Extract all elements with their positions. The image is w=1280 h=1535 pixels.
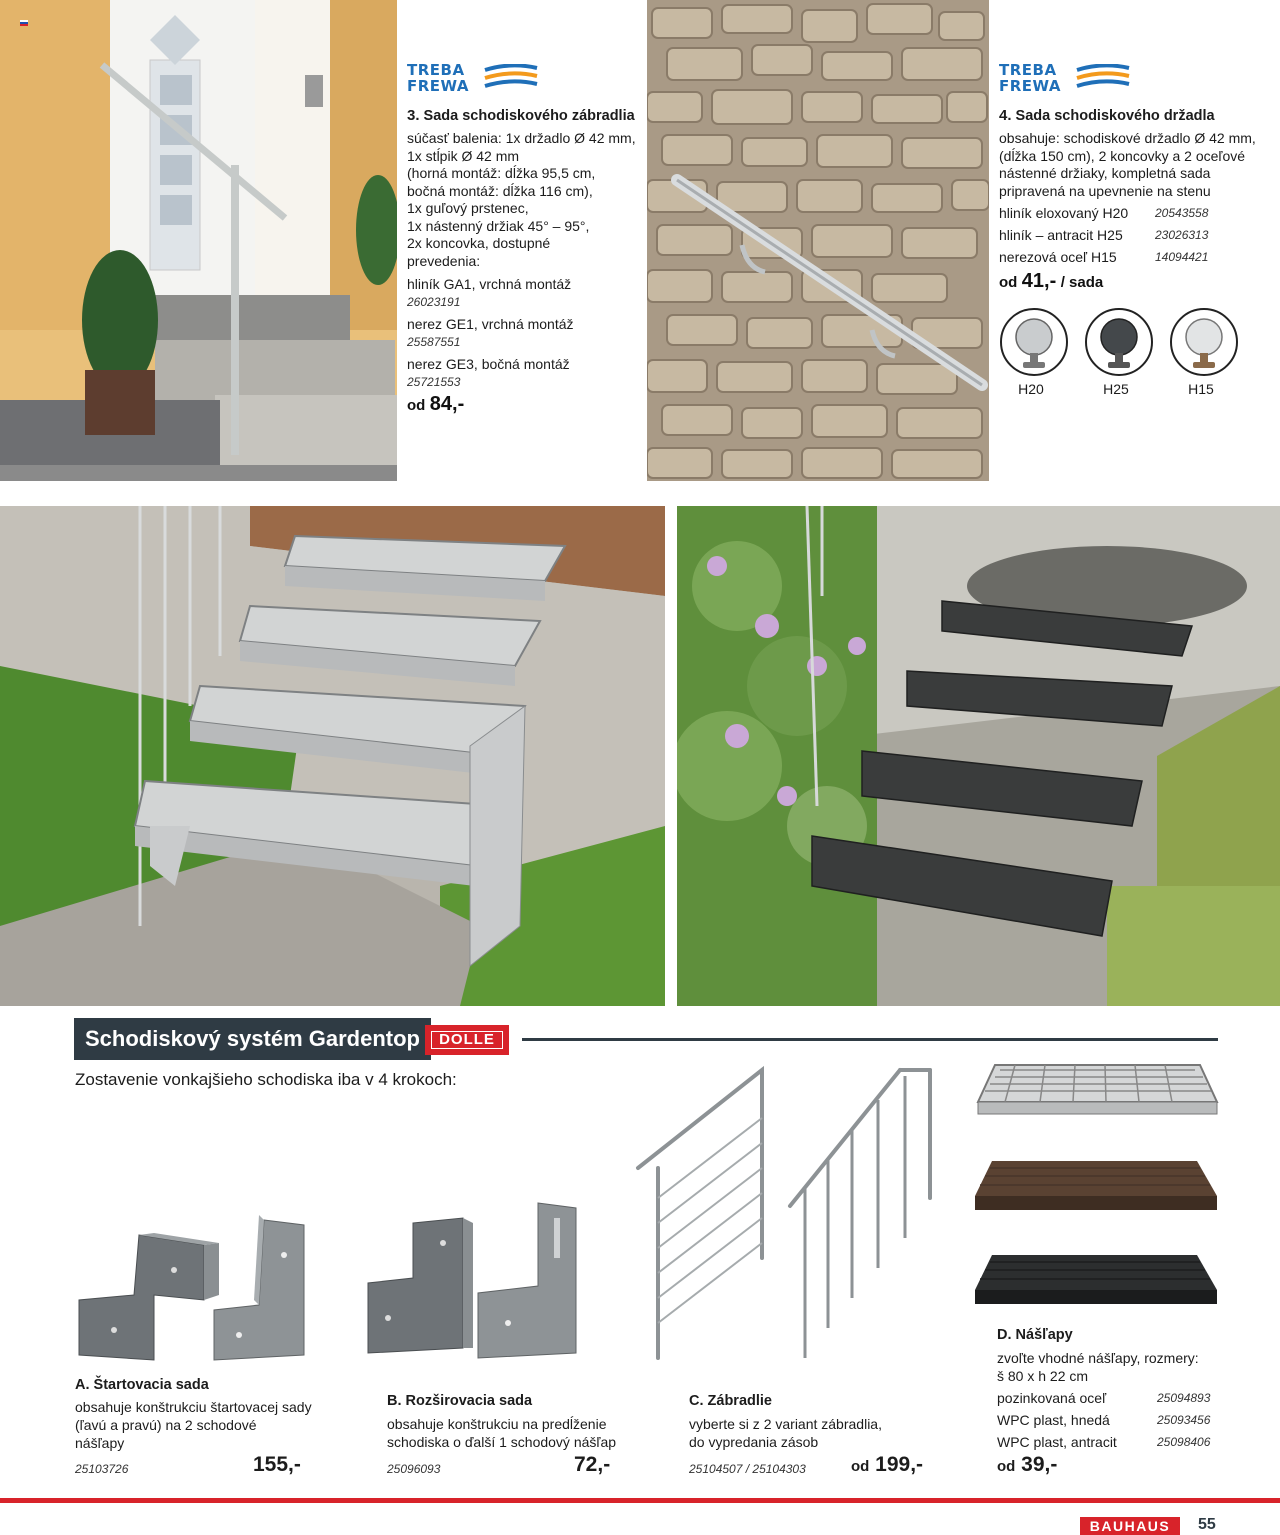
price-prefix: od bbox=[407, 397, 426, 414]
photo-galvanized-stairs bbox=[0, 506, 665, 1006]
product-3-title bbox=[407, 107, 635, 124]
variant-code: 25098406 bbox=[1157, 1435, 1211, 1449]
variant-code: 25093456 bbox=[1157, 1413, 1211, 1427]
desc-line: zvoľte vhodné nášľapy, rozmery: bbox=[997, 1350, 1199, 1366]
desc-line: obsahuje: schodiskové držadlo Ø 42 mm, bbox=[999, 130, 1256, 146]
desc-line: (ľavú a pravú) na 2 schodové bbox=[75, 1417, 257, 1433]
item-d-description bbox=[997, 1349, 1199, 1385]
product-3-number: 3. bbox=[407, 107, 420, 124]
desc-line: š 80 x h 22 cm bbox=[997, 1368, 1089, 1384]
item-a-price: 155,- bbox=[253, 1453, 301, 1476]
dolle-logo-text: DOLLE bbox=[431, 1031, 503, 1049]
desc-line: 1x stĺpik Ø 42 mm bbox=[407, 147, 520, 164]
product-3-title-text: Sada schodiskového zábradlia bbox=[423, 108, 635, 124]
profile-label-h20: H20 bbox=[1018, 381, 1044, 397]
page-number: 55 bbox=[1198, 1516, 1216, 1533]
item-letter: A. bbox=[75, 1377, 90, 1393]
variant-code: 14094421 bbox=[1155, 250, 1209, 264]
desc-line: 2x koncovka, dostupné bbox=[407, 235, 551, 251]
desc-line: obsahuje konštrukciu na predĺženie bbox=[387, 1416, 607, 1432]
variant-code: 23026313 bbox=[1155, 228, 1209, 242]
logo-line-1: TREBA bbox=[407, 61, 465, 79]
item-b-price: 72,- bbox=[574, 1453, 611, 1476]
bauhaus-logo-icon: BAUHAUS bbox=[1080, 1517, 1180, 1535]
price-suffix: / sada bbox=[1060, 274, 1104, 291]
desc-line: nástenné držiaky, kompletná sada bbox=[999, 165, 1211, 181]
variant-code: 25094893 bbox=[1157, 1391, 1211, 1405]
desc-line: súčasť balenia: 1x držadlo Ø 42 mm, bbox=[407, 130, 636, 146]
item-b-title bbox=[387, 1393, 532, 1409]
item-a-code: 25103726 bbox=[75, 1462, 129, 1476]
item-d-variant-row bbox=[997, 1409, 1210, 1431]
product-3-variants bbox=[407, 276, 574, 391]
handrail-profile-icon bbox=[1169, 307, 1239, 377]
item-letter: D. bbox=[997, 1327, 1012, 1343]
variant-name: WPC plast, antracit bbox=[997, 1434, 1117, 1450]
desc-line: vyberte si z 2 variant zábradlia, bbox=[689, 1416, 882, 1432]
desc-line: (dĺžka 150 cm), 2 koncovky a 2 oceľové bbox=[999, 147, 1246, 164]
handrail-profile-icon bbox=[1084, 307, 1154, 377]
desc-line: schodiska o ďalší 1 schodový nášľap bbox=[387, 1434, 617, 1450]
item-d-title bbox=[997, 1327, 1073, 1343]
logo-swoosh-icon bbox=[1075, 64, 1131, 94]
variant-name: hliník eloxovaný H20 bbox=[999, 205, 1129, 221]
photo-wall-handrail bbox=[647, 0, 989, 481]
price-value: 199,- bbox=[875, 1453, 924, 1476]
item-c-title bbox=[689, 1393, 772, 1409]
photo-entrance-railing bbox=[0, 0, 397, 481]
desc-line: 1x guľový prstenec, bbox=[407, 200, 529, 216]
product-4-description bbox=[999, 130, 1256, 200]
variant-name: hliník – antracit H25 bbox=[999, 227, 1123, 243]
product-4-number: 4. bbox=[999, 107, 1012, 124]
logo-line-2: FREWA bbox=[407, 77, 470, 95]
item-title-text: Štartovacia sada bbox=[93, 1377, 209, 1393]
photo-wpc-stairs bbox=[677, 506, 1280, 1006]
variant-name: hliník GA1, vrchná montáž bbox=[407, 276, 572, 292]
flag-icon bbox=[20, 20, 28, 26]
item-a-description bbox=[75, 1398, 312, 1452]
product-4-variant-row bbox=[999, 246, 1208, 268]
product-4-price bbox=[999, 270, 1103, 293]
item-d-price bbox=[997, 1453, 1057, 1477]
desc-line: do vypredania zásob bbox=[689, 1434, 819, 1450]
item-letter: C. bbox=[689, 1393, 704, 1409]
item-d-variant-row bbox=[997, 1431, 1210, 1453]
item-a-title bbox=[75, 1377, 209, 1393]
price-value: 41,- bbox=[1021, 270, 1057, 292]
tread-wpc-brown-image bbox=[972, 1158, 1220, 1213]
dolle-logo-icon bbox=[425, 1025, 509, 1055]
item-c-code: 25104507 / 25104303 bbox=[689, 1462, 806, 1476]
tread-wpc-anthracite-image bbox=[972, 1252, 1220, 1307]
price-prefix: od bbox=[997, 1458, 1016, 1475]
product-4-variant-row bbox=[999, 224, 1208, 246]
profile-label-h25: H25 bbox=[1103, 381, 1129, 397]
price-prefix: od bbox=[851, 1458, 870, 1475]
item-b-description bbox=[387, 1415, 616, 1451]
desc-line: bočná montáž: dĺžka 116 cm), bbox=[407, 182, 593, 199]
item-d-variant-row bbox=[997, 1387, 1210, 1409]
variant-code: 25587551 bbox=[407, 334, 461, 349]
section-title: Schodiskový systém Gardentop bbox=[74, 1018, 431, 1060]
variant-name: nerez GE1, vrchná montáž bbox=[407, 316, 574, 332]
variant-code: 25721553 bbox=[407, 374, 461, 389]
variant-code: 26023191 bbox=[407, 294, 461, 309]
footer-divider bbox=[0, 1498, 1280, 1503]
product-4-variant-row bbox=[999, 202, 1208, 224]
desc-line: nášľapy bbox=[75, 1435, 125, 1451]
price-prefix: od bbox=[999, 274, 1018, 291]
logo-swoosh-icon bbox=[483, 64, 539, 94]
profile-label-h15: H15 bbox=[1188, 381, 1214, 397]
product-4-title bbox=[999, 107, 1215, 124]
handrail-profile-icon bbox=[999, 307, 1069, 377]
item-title-text: Zábradlie bbox=[707, 1393, 772, 1409]
desc-line: (horná montáž: dĺžka 95,5 cm, bbox=[407, 165, 596, 181]
start-set-bracket-image bbox=[74, 1215, 314, 1365]
product-4-title-text: Sada schodiskového držadla bbox=[1015, 108, 1215, 124]
product-3-description bbox=[407, 130, 636, 270]
tread-galvanized-image bbox=[975, 1062, 1220, 1117]
desc-line: prevedenia: bbox=[407, 252, 481, 269]
item-b-code: 25096093 bbox=[387, 1462, 441, 1476]
variant-name: nerez GE3, bočná montáž bbox=[407, 356, 570, 372]
variant-name: nerezová oceľ H15 bbox=[999, 249, 1117, 265]
extension-set-bracket-image bbox=[358, 1198, 588, 1363]
item-c-description bbox=[689, 1415, 882, 1451]
section-divider bbox=[522, 1038, 1218, 1041]
logo-line-1: TREBA bbox=[999, 61, 1057, 79]
variant-name: pozinkovaná oceľ bbox=[997, 1390, 1107, 1406]
desc-line: 1x nástenný držiak 45° – 95°, bbox=[407, 217, 590, 234]
item-c-price bbox=[851, 1453, 923, 1477]
variant-code: 20543558 bbox=[1155, 206, 1209, 220]
treba-frewa-logo-icon bbox=[999, 62, 1139, 98]
item-title-text: Rozširovacia sada bbox=[405, 1393, 533, 1409]
price-value: 84,- bbox=[429, 393, 465, 415]
desc-line: pripravená na upevnenie na stenu bbox=[999, 182, 1211, 199]
desc-line: obsahuje konštrukciu štartovacej sady bbox=[75, 1399, 312, 1415]
item-title-text: Nášľapy bbox=[1015, 1327, 1073, 1343]
price-value: 39,- bbox=[1021, 1453, 1058, 1476]
item-letter: B. bbox=[387, 1393, 402, 1409]
variant-name: WPC plast, hnedá bbox=[997, 1412, 1110, 1428]
section-subtitle: Zostavenie vonkajšieho schodiska iba v 4 krokoch: bbox=[75, 1070, 457, 1089]
railing-image bbox=[630, 1058, 945, 1373]
treba-frewa-logo-icon bbox=[407, 62, 547, 98]
logo-line-2: FREWA bbox=[999, 77, 1062, 95]
product-3-price bbox=[407, 393, 464, 416]
